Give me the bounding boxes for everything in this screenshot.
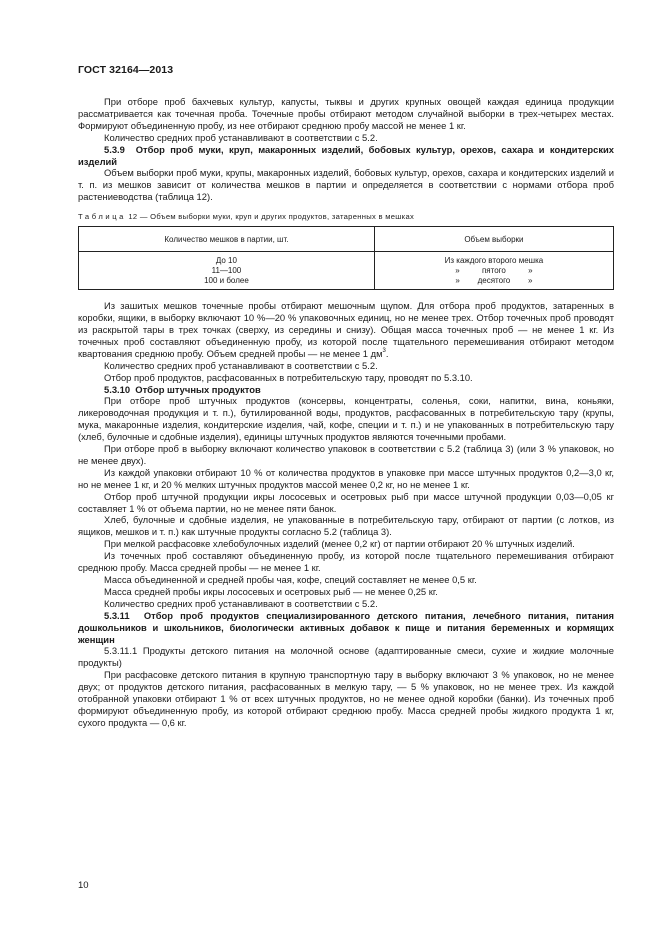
paragraph: Объем выборки проб муки, крупы, макаронных изделий, бобовых культур, орехов, сахара и кондитерских изделий и т. п. из мешков зависит от количества мешков в партии и определяется в соответствии с нормами отбора проб растениеводства (таблица 12). bbox=[78, 167, 614, 203]
section-heading-5-3-9 bbox=[78, 144, 614, 168]
paragraph-text: Из зашитых мешков точечные пробы отбирают мешочным щупом. Для отбора проб продуктов, затаренных в коробки, ящики, в выборку включают 10 %—20 % упаковочных единиц, но не менее трех. Отбор точечных проб проводят из раскрытой тары в трех точках (сверху, из середины и снизу). Общая масса точечных проб — не менее 1 кг. Из точечных проб составляют объединенную пробу, из которой после тщательного перемешивания отбирают методом квартования среднюю пробу. Объем средней пробы — не менее 1 дм bbox=[78, 300, 614, 359]
section-number: 5.3.10 bbox=[104, 383, 131, 395]
section-title: Отбор проб муки, круп, макаронных изделий, бобовых культур, орехов, сахара и кондитерских изделий bbox=[78, 143, 614, 167]
table-caption bbox=[78, 212, 614, 221]
table-header-volume: Объем выборки bbox=[374, 227, 613, 252]
page-number: 10 bbox=[78, 880, 89, 891]
paragraph: При отборе проб штучных продуктов (консервы, концентраты, соленья, соки, напитки, вина, коньяки, ликероводочная продукция и т. п.), бутилированной воды, продуктов, расфасованных в потребительскую тару (крупы, мука, макаронные изделия, кондитерские изделия, чай, кофе, специи и т. п.) и не упакованных в потребительскую тару (хлеб, булочные и сдобные изделия), единицы штучных продуктов являются точечными пробами. bbox=[78, 395, 614, 443]
paragraph: Масса объединенной и средней пробы чая, кофе, специй составляет не менее 0,5 кг. bbox=[104, 574, 477, 585]
section-number: 5.3.9 bbox=[104, 143, 125, 155]
paragraph-end: . bbox=[385, 347, 389, 359]
paragraph: При расфасовке детского питания в крупную транспортную тару в выборку включают 3 % упаковок, но не менее двух; от продуктов детского питания, расфасованных в мелкую тару, — 5 % упаковок, но не менее трех. Из каждой отобранной упаковки отбирают 1 % от всех штучных продуктов, но не менее одной коробки (банки). Из точечных проб формируют объединенную пробу, из которой отбирают среднюю пробу. Масса средней пробы жидкого продукта 1 кг, сухого продукта — 0,6 кг. bbox=[78, 669, 614, 728]
paragraph: Количество средних проб устанавливают в соответствии с 5.2. bbox=[104, 597, 378, 609]
table-cell-volume bbox=[374, 252, 613, 290]
table-cell-line: 11—100 bbox=[211, 265, 242, 275]
table-cell-line: Из каждого второго мешка bbox=[444, 255, 544, 265]
table-cell-count bbox=[79, 252, 375, 290]
table-cell-line: 100 и более bbox=[204, 275, 249, 285]
paragraph: Количество средних проб устанавливают в соответствии с 5.2. bbox=[104, 131, 378, 143]
paragraph bbox=[78, 300, 614, 360]
section-title: Отбор штучных продуктов bbox=[135, 383, 261, 395]
paragraph: Отбор проб продуктов, расфасованных в потребительскую тару, проводят по 5.3.10. bbox=[104, 371, 473, 383]
table-cell-line: » пятого » bbox=[455, 265, 533, 275]
paragraph: Из точечных проб составляют объединенную пробу, из которой после тщательного перемешивания отбирают среднюю пробу. Масса средней пробы — не менее 1 кг. bbox=[78, 550, 614, 574]
paragraph: Количество средних проб устанавливают в соответствии с 5.2. bbox=[104, 359, 378, 371]
paragraph: Хлеб, булочные и сдобные изделия, не упакованные в потребительскую тару, отбирают от партии (с лотков, из ящиков, мешков и т. п.) как штучные продукты согласно 5.2 (таблица 3). bbox=[78, 514, 614, 538]
paragraph: При мелкой расфасовке хлебобулочных изделий (менее 0,2 кг) от партии отбирают 20 % штучных изделий. bbox=[104, 538, 575, 550]
paragraph: При отборе проб бахчевых культур, капусты, тыквы и других крупных овощей каждая единица продукции рассматривается как точечная проба. Точечные пробы отбирают методом случайной выборки в трех-четырех местах. Формируют объединенную пробу, из нее отбирают среднюю пробу массой не менее 1 кг. bbox=[78, 96, 614, 131]
table-cell-line: До 10 bbox=[215, 255, 237, 265]
paragraph: Отбор проб штучной продукции икры лососевых и осетровых рыб при массе штучной продукции 0,03—0,05 кг составляет 1 % от объема партии, но не менее пяти банок. bbox=[78, 490, 614, 514]
table-header-count: Количество мешков в партии, шт. bbox=[79, 227, 375, 252]
paragraph: 5.3.11.1 Продукты детского питания на молочной основе (адаптированные смеси, сухие и жидкие молочные продукты) bbox=[78, 645, 614, 669]
table-12 bbox=[78, 226, 614, 290]
section-title: Отбор проб продуктов специализированного детского питания, лечебного питания, питания дошкольников и школьников, биологически активных добавок к пище и питания беременных и кормящих женщин bbox=[78, 609, 614, 645]
section-heading-5-3-11 bbox=[78, 610, 614, 646]
table-cell-line: » десятого » bbox=[455, 275, 533, 285]
standard-header: ГОСТ 32164—2013 bbox=[78, 64, 174, 76]
paragraph: Из каждой упаковки отбирают 10 % от количества продуктов в упаковке при массе штучных продуктов 0,2—3,0 кг, но не менее 1 кг, и 20 % мелких штучных продуктов массой менее 0,2 кг, но не менее 1 кг. bbox=[78, 466, 614, 490]
document-page bbox=[78, 64, 614, 729]
unit-superscript: 3 bbox=[382, 347, 386, 354]
section-number: 5.3.11 bbox=[104, 609, 130, 621]
table-caption-label: Таблица bbox=[78, 212, 126, 222]
table-caption-text: 12 — Объем выборки муки, круп и других продуктов, затаренных в мешках bbox=[128, 212, 415, 222]
paragraph: При отборе проб в выборку включают количество упаковок в соответствии с 5.2 (таблица 3) (или 3 % упаковок, но не менее двух). bbox=[78, 443, 614, 466]
section-heading-5-3-10 bbox=[78, 384, 614, 396]
paragraph: Масса средней пробы икры лососевых и осетровых рыб — не менее 0,25 кг. bbox=[104, 585, 438, 597]
